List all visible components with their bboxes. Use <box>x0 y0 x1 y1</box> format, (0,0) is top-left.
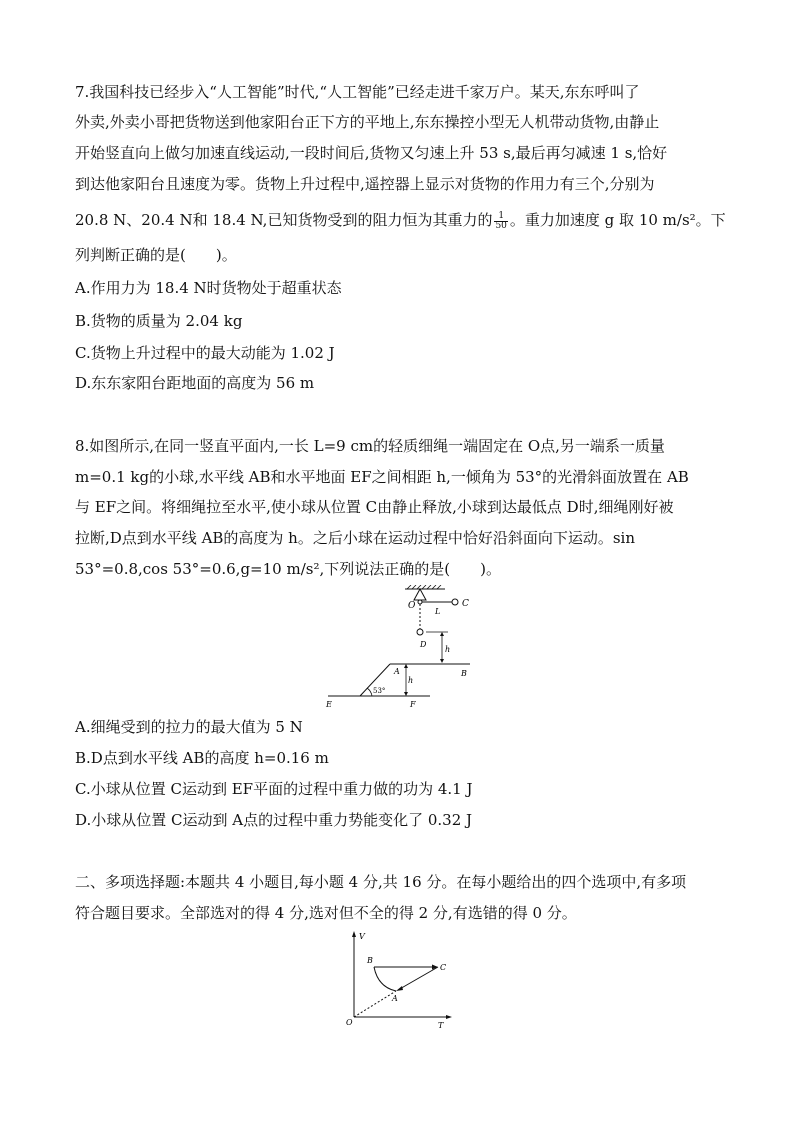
label-l: L <box>435 607 441 616</box>
label-a: A <box>394 667 400 676</box>
q7-option-c: C.货物上升过程中的最大动能为 1.02 J <box>75 344 335 362</box>
q8-option-d: D.小球从位置 C运动到 A点的过程中重力势能变化了 0.32 J <box>75 811 473 829</box>
label-e: E <box>326 700 332 709</box>
label-v: V <box>359 932 365 941</box>
arrow-ca <box>396 986 403 991</box>
q8-figure <box>320 585 480 710</box>
label-d: D <box>420 640 427 649</box>
pivot-support <box>414 589 426 600</box>
q7-line-1: 7.我国科技已经步入“人工智能”时代,“人工智能”已经走进千家万户。某天,东东呼叫了 <box>75 83 640 101</box>
q7-line-3: 开始竖直向上做匀加速直线运动,一段时间后,货物又匀速上升 53 s,最后再匀减速 1 s,恰好 <box>75 144 668 162</box>
ball-d <box>417 629 423 635</box>
v-axis-arrow <box>352 931 356 937</box>
label-o: O <box>408 601 416 611</box>
label-o: O <box>346 1018 353 1027</box>
label-b: B <box>461 669 467 678</box>
q7-line-5-pre: 20.8 N、20.4 N和 18.4 N,已知货物受到的阻力恒为其重力的 <box>75 211 493 229</box>
q8-option-a: A.细绳受到的拉力的最大值为 5 N <box>75 718 303 736</box>
label-t: T <box>438 1021 444 1030</box>
vt-figure <box>340 927 460 1032</box>
label-h-upper: h <box>445 645 451 654</box>
t-axis-arrow <box>446 1015 452 1019</box>
q7-line-4: 到达他家阳台且速度为零。货物上升过程中,遥控器上显示对货物的作用力有三个,分别为 <box>75 175 655 193</box>
label-angle: 53° <box>373 687 386 695</box>
label-b: B <box>367 956 373 965</box>
angle-arc <box>367 688 372 696</box>
q8-line-1: 8.如图所示,在同一竖直平面内,一长 L=9 cm的轻质细绳一端固定在 O点,另一端系一质量 <box>75 437 665 455</box>
q8-line-5: 53°=0.8,cos 53°=0.6,g=10 m/s²,下列说法正确的是( )。 <box>75 560 501 578</box>
h-arrowhead-bottom <box>440 659 444 663</box>
line-ca <box>398 967 438 990</box>
h-arrowhead-top <box>440 632 444 636</box>
h2-arrowhead-top <box>404 664 408 668</box>
fraction-numerator: 1 <box>494 212 507 222</box>
q7-line-2: 外卖,外卖小哥把货物送到他家阳台正下方的平地上,东东操控小型无人机带动货物,由静止 <box>75 113 660 131</box>
dashed-oa <box>354 991 396 1017</box>
q8-line-3: 与 EF之间。将细绳拉至水平,使小球从位置 C由静止释放,小球到达最低点 D时,细绳刚好被 <box>75 498 674 516</box>
q8-option-b: B.D点到水平线 AB的高度 h=0.16 m <box>75 749 329 767</box>
q7-option-b: B.货物的质量为 2.04 kg <box>75 312 243 330</box>
section2-line-2: 符合题目要求。全部选对的得 4 分,选对但不全的得 2 分,有选错的得 0 分。 <box>75 904 577 922</box>
q7-line-5-post: 。重力加速度 g 取 10 m/s²。下 <box>509 211 726 229</box>
label-a: A <box>392 994 398 1003</box>
q7-line-6: 列判断正确的是( )。 <box>75 246 237 264</box>
fraction-denominator: 50 <box>495 220 507 231</box>
label-c: C <box>440 963 447 972</box>
section2-line-1: 二、多项选择题:本题共 4 小题目,每小题 4 分,共 16 分。在每小题给出的四个选项中,有多项 <box>75 873 687 891</box>
pivot-point <box>418 600 422 604</box>
q8-line-2: m=0.1 kg的小球,水平线 AB和水平地面 EF之间相距 h,一倾角为 53°的光滑斜面放置在 AB <box>75 468 689 486</box>
q8-line-4: 拉断,D点到水平线 AB的高度为 h。之后小球在运动过程中恰好沿斜面向下运动。sin <box>75 529 636 547</box>
q7-option-d: D.东东家阳台距地面的高度为 56 m <box>75 374 315 392</box>
label-f: F <box>410 700 416 709</box>
fraction <box>494 212 507 231</box>
q7-line-5 <box>75 210 726 231</box>
ball-c <box>452 599 458 605</box>
ceiling-hatch <box>407 585 441 589</box>
q7-option-a: A.作用力为 18.4 N时货物处于超重状态 <box>75 279 342 297</box>
curve-ab <box>374 967 396 991</box>
q8-option-c: C.小球从位置 C运动到 EF平面的过程中重力做的功为 4.1 J <box>75 780 473 798</box>
label-h-lower: h <box>408 676 414 685</box>
h2-arrowhead-bottom <box>404 692 408 696</box>
label-c: C <box>462 599 469 609</box>
